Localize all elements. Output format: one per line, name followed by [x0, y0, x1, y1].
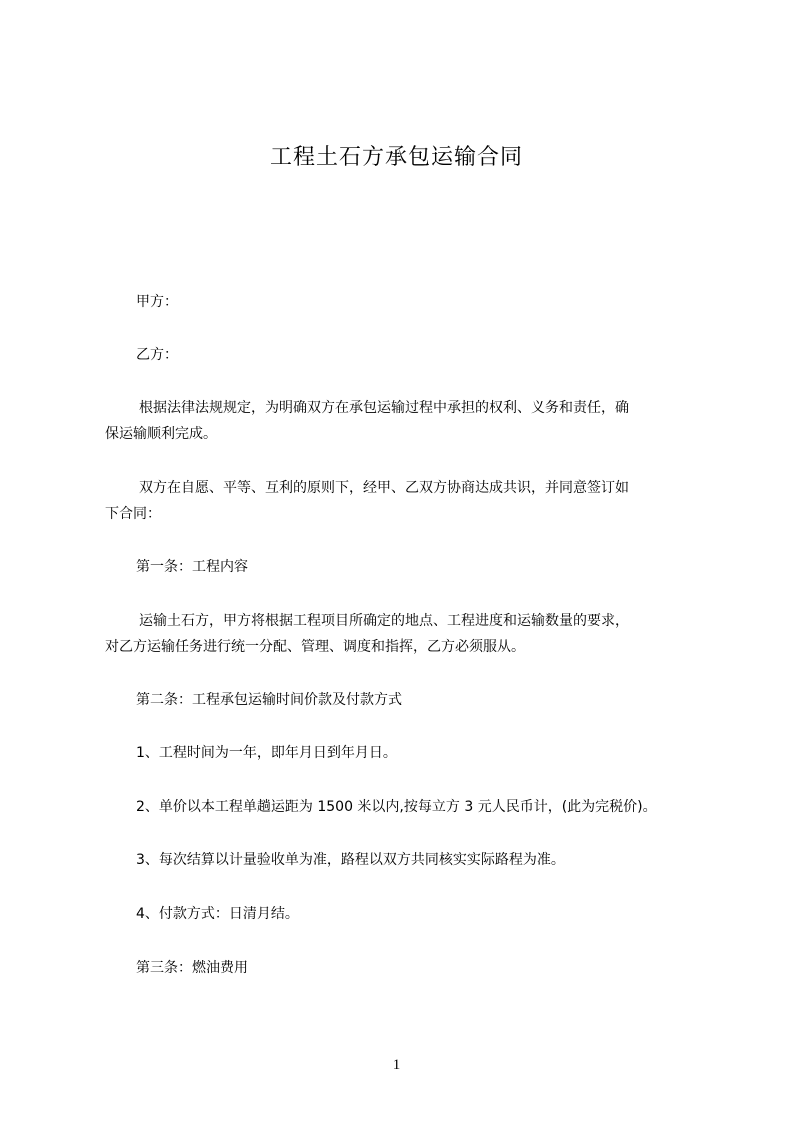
intro-paragraph-2-line-2: 下合同：: [105, 506, 161, 522]
article-1-heading: 第一条：工程内容: [136, 559, 248, 575]
party-a-label: 甲方：: [136, 294, 178, 310]
clause-2-4: 4、付款方式：日清月结。: [136, 906, 299, 922]
article-1-paragraph-line-2: 对乙方运输任务进行统一分配、管理、调度和指挥，乙方必须服从。: [105, 639, 525, 655]
article-1-paragraph-line-1: 运输土石方，甲方将根据工程项目所确定的地点、工程进度和运输数量的要求，: [139, 613, 629, 629]
page-number: 1: [392, 1057, 401, 1073]
article-2-heading: 第二条：工程承包运输时间价款及付款方式: [136, 692, 402, 708]
document-title: 工程土石方承包运输合同: [269, 145, 523, 170]
intro-paragraph-1-line-1: 根据法律法规规定，为明确双方在承包运输过程中承担的权利、义务和责任，确: [139, 400, 629, 416]
article-3-heading: 第三条：燃油费用: [136, 960, 248, 976]
party-b-label: 乙方：: [136, 347, 178, 363]
clause-2-2: 2、单价以本工程单趟运距为 1500 米以内,按每立方 3 元人民币计，(此为完税价)。: [136, 799, 657, 815]
intro-paragraph-1-line-2: 保运输顺利完成。: [105, 426, 217, 442]
clause-2-3: 3、每次结算以计量验收单为准，路程以双方共同核实实际路程为准。: [136, 852, 565, 868]
intro-paragraph-2-line-1: 双方在自愿、平等、互利的原则下，经甲、乙双方协商达成共识，并同意签订如: [139, 480, 629, 496]
clause-2-1: 1、工程时间为一年，即年月日到年月日。: [136, 745, 397, 761]
